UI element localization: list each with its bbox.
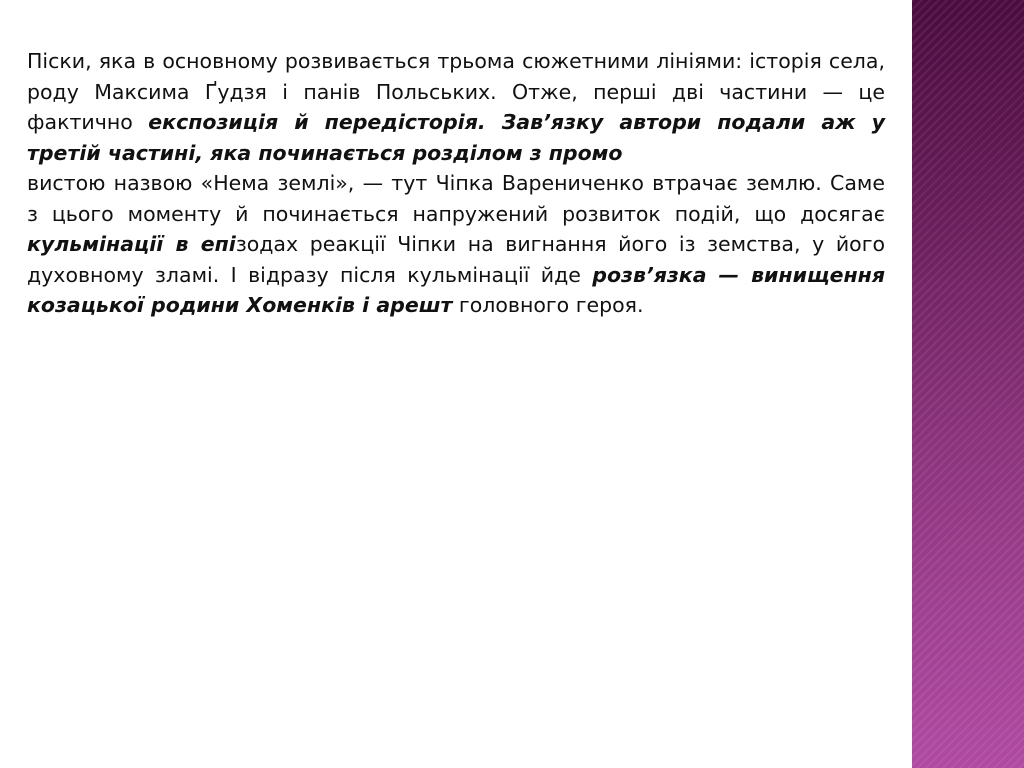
text-run-3: зодах реакції Чіпки на вигнання його із земства, у його духовному зламі. І відразу після кульмінації йде xyxy=(27,232,886,287)
paragraph xyxy=(27,46,885,321)
text-run-2: вистою назвою «Нема землі», — тут Чіпка Варениченко втрачає землю. Саме з цього моменту й починається напружений розвиток подій, що досягає xyxy=(27,171,885,226)
text-run-4: головного героя. xyxy=(452,293,644,317)
emphasis-exposition: експозиція й передісторія. Зав’язку автори подали аж у третій частині, яка починається розділом з промо xyxy=(27,110,885,165)
decorative-sidebar xyxy=(912,0,1024,768)
emphasis-climax: кульмінації в епі xyxy=(27,232,236,256)
text-run-1: Піски, яка в основному розвивається трьома сюжетними лініями: історія села, роду Максима Ґудзя і панів Польських. Отже, перші дві частини — це фактично xyxy=(27,49,885,134)
slide-body-text xyxy=(27,46,885,321)
emphasis-denouement: розв’язка — винищення козацької родини Хоменків і арешт xyxy=(27,262,885,317)
